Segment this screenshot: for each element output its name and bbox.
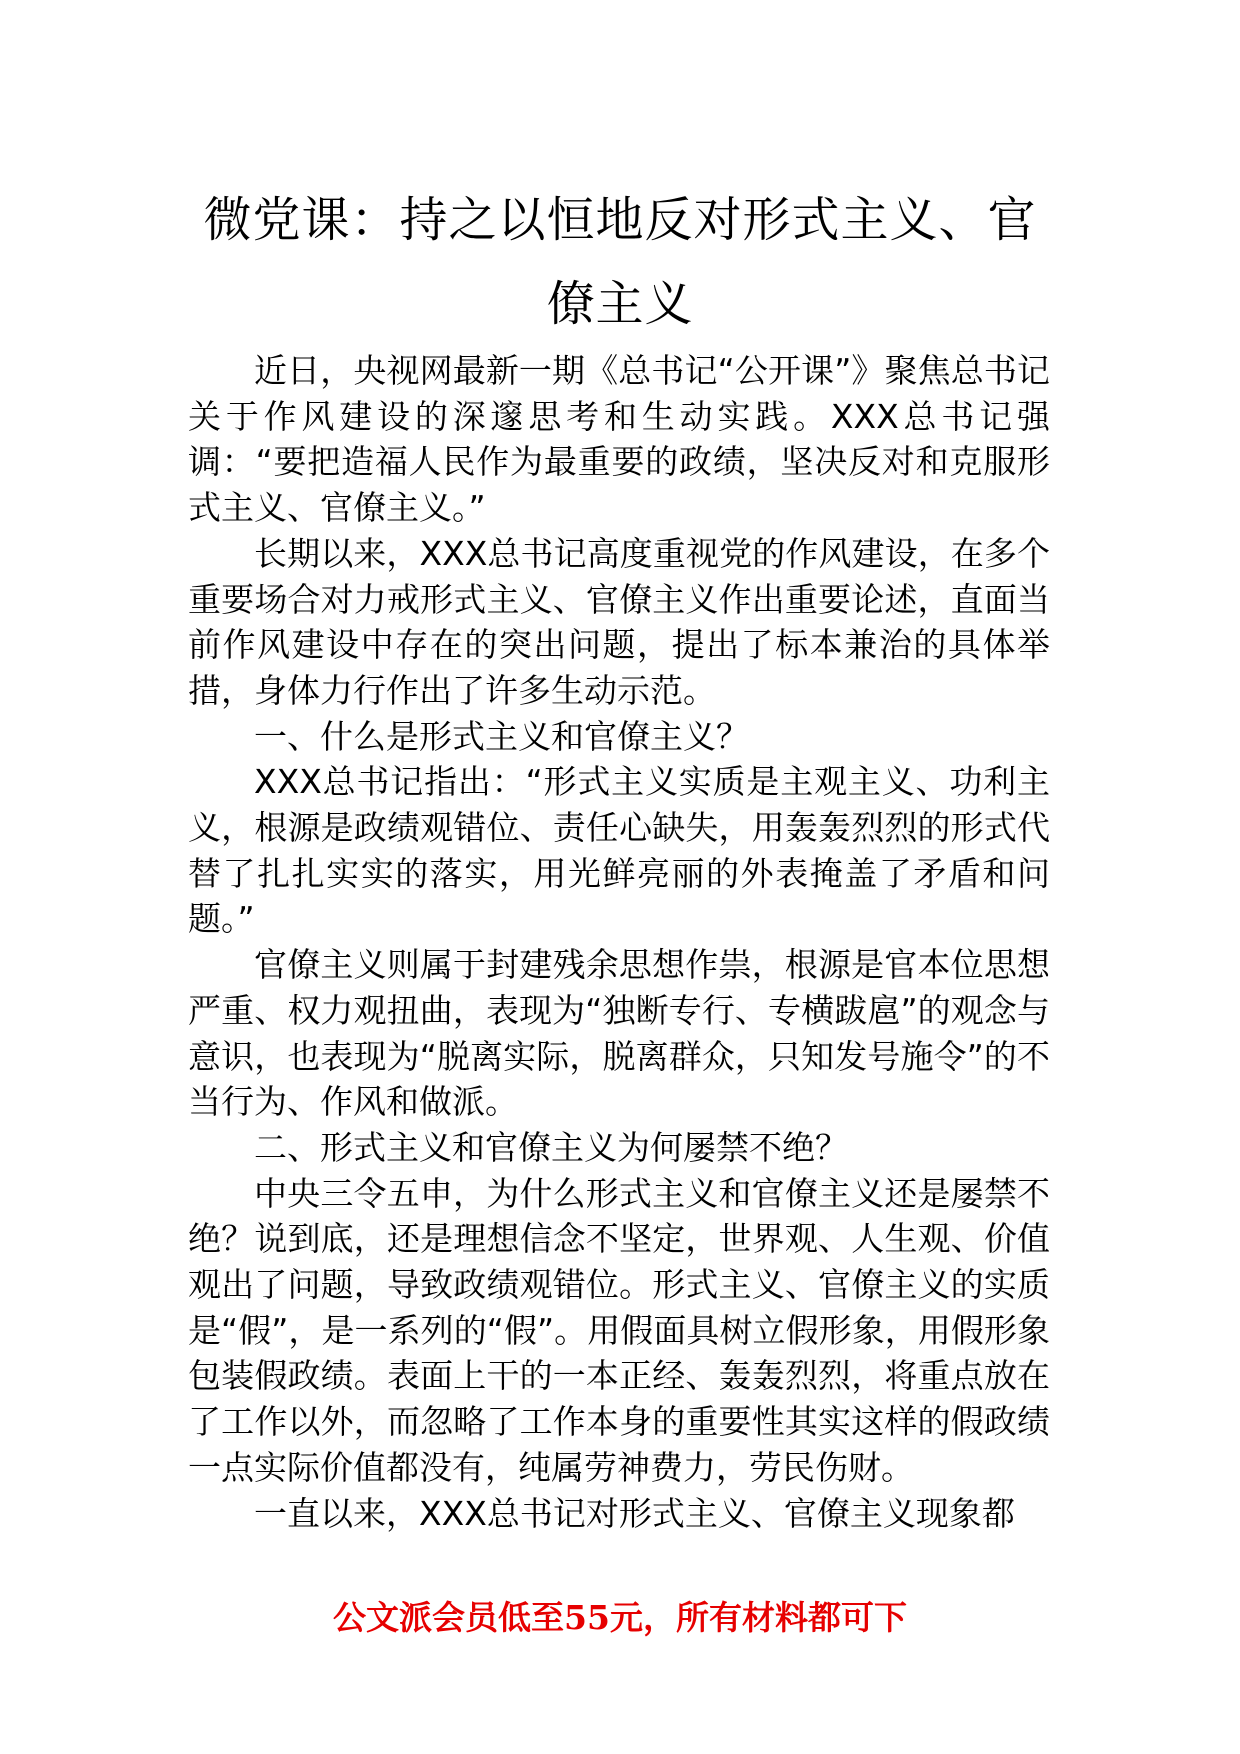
document-body <box>188 348 1050 1536</box>
paragraph-continuation: 一直以来，XXX总书记对形式主义、官僚主义现象都 <box>254 1493 1015 1533</box>
section-heading-1: 一、什么是形式主义和官僚主义？ <box>254 716 749 756</box>
paragraph-background: 长期以来，XXX总书记高度重视党的作风建设，在多个重要场合对力戒形式主义、官僚主义作出重要论述，直面当前作风建设中存在的突出问题，提出了标本兼治的具体举措，身体力行作出了许多生动示范。 <box>188 533 1050 710</box>
membership-notice: 公文派会员低至55元，所有材料都可下 <box>333 1598 907 1637</box>
paragraph-bureaucratism-definition: 官僚主义则属于封建残余思想作祟，根源是官本位思想严重、权力观扭曲，表现为“独断专行、专横跋扈”的观念与意识，也表现为“脱离实际，脱离群众，只知发号施令”的不当行为、作风和做派。 <box>188 945 1050 1122</box>
section-heading-2: 二、形式主义和官僚主义为何屡禁不绝？ <box>254 1127 848 1167</box>
paragraph-formalism-definition: XXX总书记指出：“形式主义实质是主观主义、功利主义，根源是政绩观错位、责任心缺失，用轰轰烈烈的形式代替了扎扎实实的落实，用光鲜亮丽的外表掩盖了矛盾和问题。” <box>188 762 1050 939</box>
paragraph-causes: 中央三令五申，为什么形式主义和官僚主义还是屡禁不绝？说到底，还是理想信念不坚定，世界观、人生观、价值观出了问题，导致政绩观错位。形式主义、官僚主义的实质是“假”，是一系列的“假”。用假面具树立假形象，用假形象包装假政绩。表面上干的一本正经、轰轰烈烈，将重点放在了工作以外，而忽略了工作本身的重要性其实这样的假政绩一点实际价值都没有，纯属劳神费力，劳民伤财。 <box>188 1173 1050 1487</box>
paragraph-intro: 近日，央视网最新一期《总书记“公开课”》聚焦总书记关于作风建设的深邃思考和生动实践。XXX总书记强调：“要把造福人民作为最重要的政绩，坚决反对和克服形式主义、官僚主义。” <box>188 351 1050 528</box>
document-title: 微党课：持之以恒地反对形式主义、官僚主义 <box>203 192 1037 332</box>
